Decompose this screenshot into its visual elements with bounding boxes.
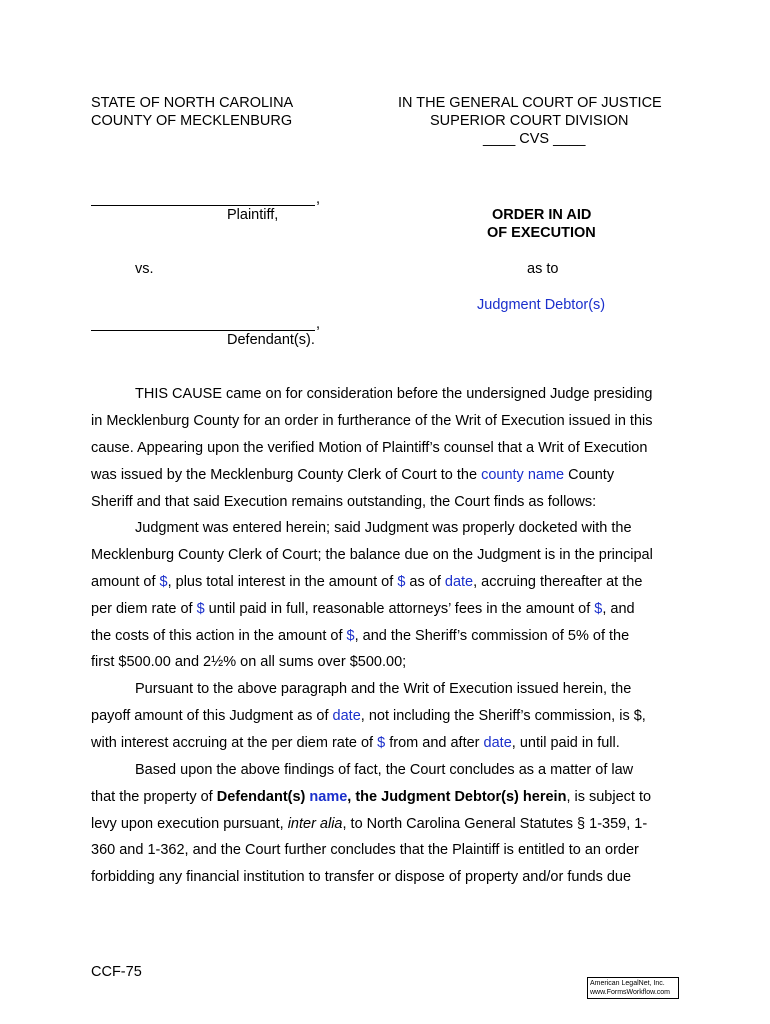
- payoff-date-field: date: [332, 708, 361, 724]
- interest-amount-field: $: [397, 574, 406, 590]
- after-date-field: date: [483, 735, 512, 751]
- body-line-3: cause. Appearing upon the verified Motion of Plaintiff’s counsel that a Writ of Execution: [91, 440, 648, 456]
- body-line-1: THIS CAUSE came on for consideration before the undersigned Judge presiding: [135, 386, 653, 402]
- body-line-19: forbidding any financial institution to transfer or dispose of property and/or funds due: [91, 869, 632, 885]
- per-diem-field: $: [196, 601, 205, 617]
- case-number: ____ CVS ____: [483, 131, 586, 147]
- interest-date-field: date: [444, 574, 474, 590]
- body-line-12: Pursuant to the above paragraph and the Writ of Execution issued herein, the: [135, 681, 632, 697]
- principal-amount-field: $: [159, 574, 168, 590]
- county-name-field: county name: [481, 467, 565, 483]
- body-line-16: that the property of Defendant(s) name, the Judgment Debtor(s) herein, is subject to: [91, 789, 652, 805]
- plaintiff-comma: ,: [316, 191, 321, 207]
- publisher-stamp: [587, 977, 679, 999]
- body-line-14: with interest accruing at the per diem rate of $ from and after date, until paid in full.: [91, 735, 620, 751]
- as-to-label: as to: [527, 261, 559, 277]
- attorney-fees-field: $: [594, 601, 603, 617]
- court-heading: IN THE GENERAL COURT OF JUSTICE: [398, 95, 662, 111]
- body-line-4: was issued by the Mecklenburg County Clerk of Court to the county name County: [91, 467, 615, 483]
- body-line-2: in Mecklenburg County for an order in furtherance of the Writ of Execution issued in this: [91, 413, 653, 429]
- county-heading: COUNTY OF MECKLENBURG: [91, 113, 293, 129]
- body-line-13: payoff amount of this Judgment as of date, not including the Sheriff’s commission, is $,: [91, 708, 646, 724]
- body-line-11: first $500.00 and 2½% on all sums over $500.00;: [91, 654, 407, 670]
- form-number: CCF-75: [91, 964, 142, 980]
- per-diem-rate-field: $: [377, 735, 386, 751]
- body-line-17: levy upon execution pursuant, inter alia, to North Carolina General Statutes § 1-359, 1-: [91, 816, 648, 832]
- order-title-line1: ORDER IN AID: [492, 207, 592, 223]
- plaintiff-name-line: [91, 205, 315, 206]
- state-heading: STATE OF NORTH CAROLINA: [91, 95, 294, 111]
- stamp-url: www.FormsWorkflow.com: [590, 989, 670, 996]
- stamp-company: American LegalNet, Inc.: [590, 980, 665, 987]
- body-line-10: the costs of this action in the amount of $, and the Sheriff’s commission of 5% of the: [91, 628, 630, 644]
- costs-field: $: [346, 628, 355, 644]
- plaintiff-label: Plaintiff,: [227, 207, 279, 223]
- body-line-18: 360 and 1-362, and the Court further concludes that the Plaintiff is entitled to an order: [91, 842, 639, 858]
- body-line-9: per diem rate of $ until paid in full, reasonable attorneys’ fees in the amount of $, and: [91, 601, 635, 617]
- defendant-label: Defendant(s).: [227, 332, 315, 348]
- judgment-debtor-label: Judgment Debtor(s): [477, 297, 606, 313]
- versus-label: vs.: [135, 261, 154, 277]
- body-line-6: Judgment was entered herein; said Judgment was properly docketed with the: [135, 520, 632, 536]
- defendant-comma: ,: [316, 316, 321, 332]
- body-line-15: Based upon the above findings of fact, the Court concludes as a matter of law: [135, 762, 634, 778]
- body-line-8: amount of $, plus total interest in the amount of $ as of date, accruing thereafter at the: [91, 574, 643, 590]
- division-heading: SUPERIOR COURT DIVISION: [430, 113, 629, 129]
- order-title-line2: OF EXECUTION: [487, 225, 596, 241]
- body-line-7: Mecklenburg County Clerk of Court; the balance due on the Judgment is in the principal: [91, 547, 653, 563]
- body-line-5: Sheriff and that said Execution remains outstanding, the Court finds as follows:: [91, 494, 597, 510]
- defendant-name-field: name: [309, 789, 348, 805]
